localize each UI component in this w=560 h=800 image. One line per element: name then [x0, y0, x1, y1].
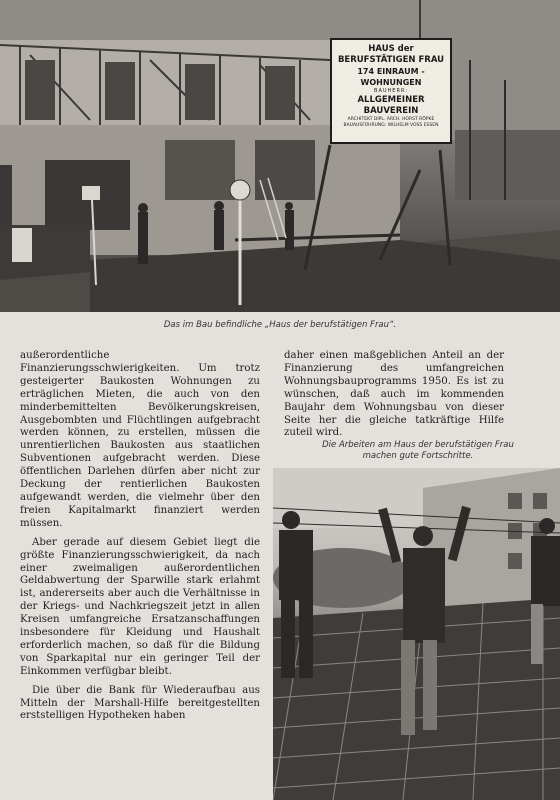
top-photo-caption: Das im Bau befindliche „Haus der berufstätigen Frau“.	[163, 320, 397, 330]
construction-photo	[0, 0, 560, 312]
paragraph: Aber gerade auf diesem Gebiet liegt die größte Finanzierungsschwierigkeit, da nach einer zweimaligen außerordentlichen Geldabwertung der Sparwille stark erlahmt ist, andererseits aber auch die Verhältnisse in der Kriegs- und Nachkriegszeit jetzt in allen Kreisen umfangreiche Ersatzanschaffungen insbesondere für Kleidung und Haushalt erforderlich machen, so daß für die Bildung von Sparkapital nur ein geringer Teil der Einkommen verfügbar bleibt.	[20, 536, 260, 677]
right-photo-caption	[276, 440, 560, 462]
article-column-right	[284, 350, 504, 446]
sign-line-4: ALLGEMEINER BAUVEREIN	[357, 95, 425, 116]
workers-scene	[273, 468, 560, 800]
sign-line-2: 174 EINRAUM - WOHNUNGEN	[357, 67, 425, 87]
caption-line: Die Arbeiten am Haus der berufstätigen Frau	[322, 440, 514, 450]
construction-scene	[0, 0, 560, 312]
paragraph: außerordentliche Finanzierungsschwierigkeiten. Um trotz gesteigerter Baukosten Wohnungen zu erträglichen Mieten, die auch von den minderbemittelten Bevölkerungskreisen, Ausgebombten und Flüchtlingen aufgebracht werden können, zu erstellen, müssen die unrentierlichen Baukosten aus staatlichen Subventionen aufgebracht werden. Diese öffentlichen Darlehen dürfen aber nicht zur Deckung der rentierlichen Baukosten aufgewandt werden, die vielmehr über den freien Kapitalmarkt finanziert werden müssen.	[20, 350, 260, 529]
construction-sign	[330, 38, 452, 144]
paragraph: daher einen maßgeblichen Anteil an der Finanzierung des umfangreichen Wohnungsbauprogramms 1950. Es ist zu wünschen, daß auch im kommenden Baujahr dem Wohnungsbau von dieser Seite her die gleiche tatkräftige Hilfe zuteil wird.	[284, 350, 504, 439]
workers-photo	[273, 468, 560, 800]
article-column-left	[20, 350, 260, 729]
paragraph: Die über die Bank für Wiederaufbau aus Mitteln der Marshall-Hilfe bereitgestellten erststelligen Hypotheken haben	[20, 684, 260, 722]
caption-line: machen gute Fortschritte.	[362, 451, 474, 461]
sign-line-3: BAUHERR:	[374, 88, 408, 94]
sign-line-5: ARCHITEKT DIPL. ARCH. HORST RÖPKE BAUAUSFÜHRUNG: WILHELM VOSS ESSEN	[343, 117, 439, 128]
sign-line-1: HAUS der BERUFSTÄTIGEN FRAU	[337, 44, 445, 65]
